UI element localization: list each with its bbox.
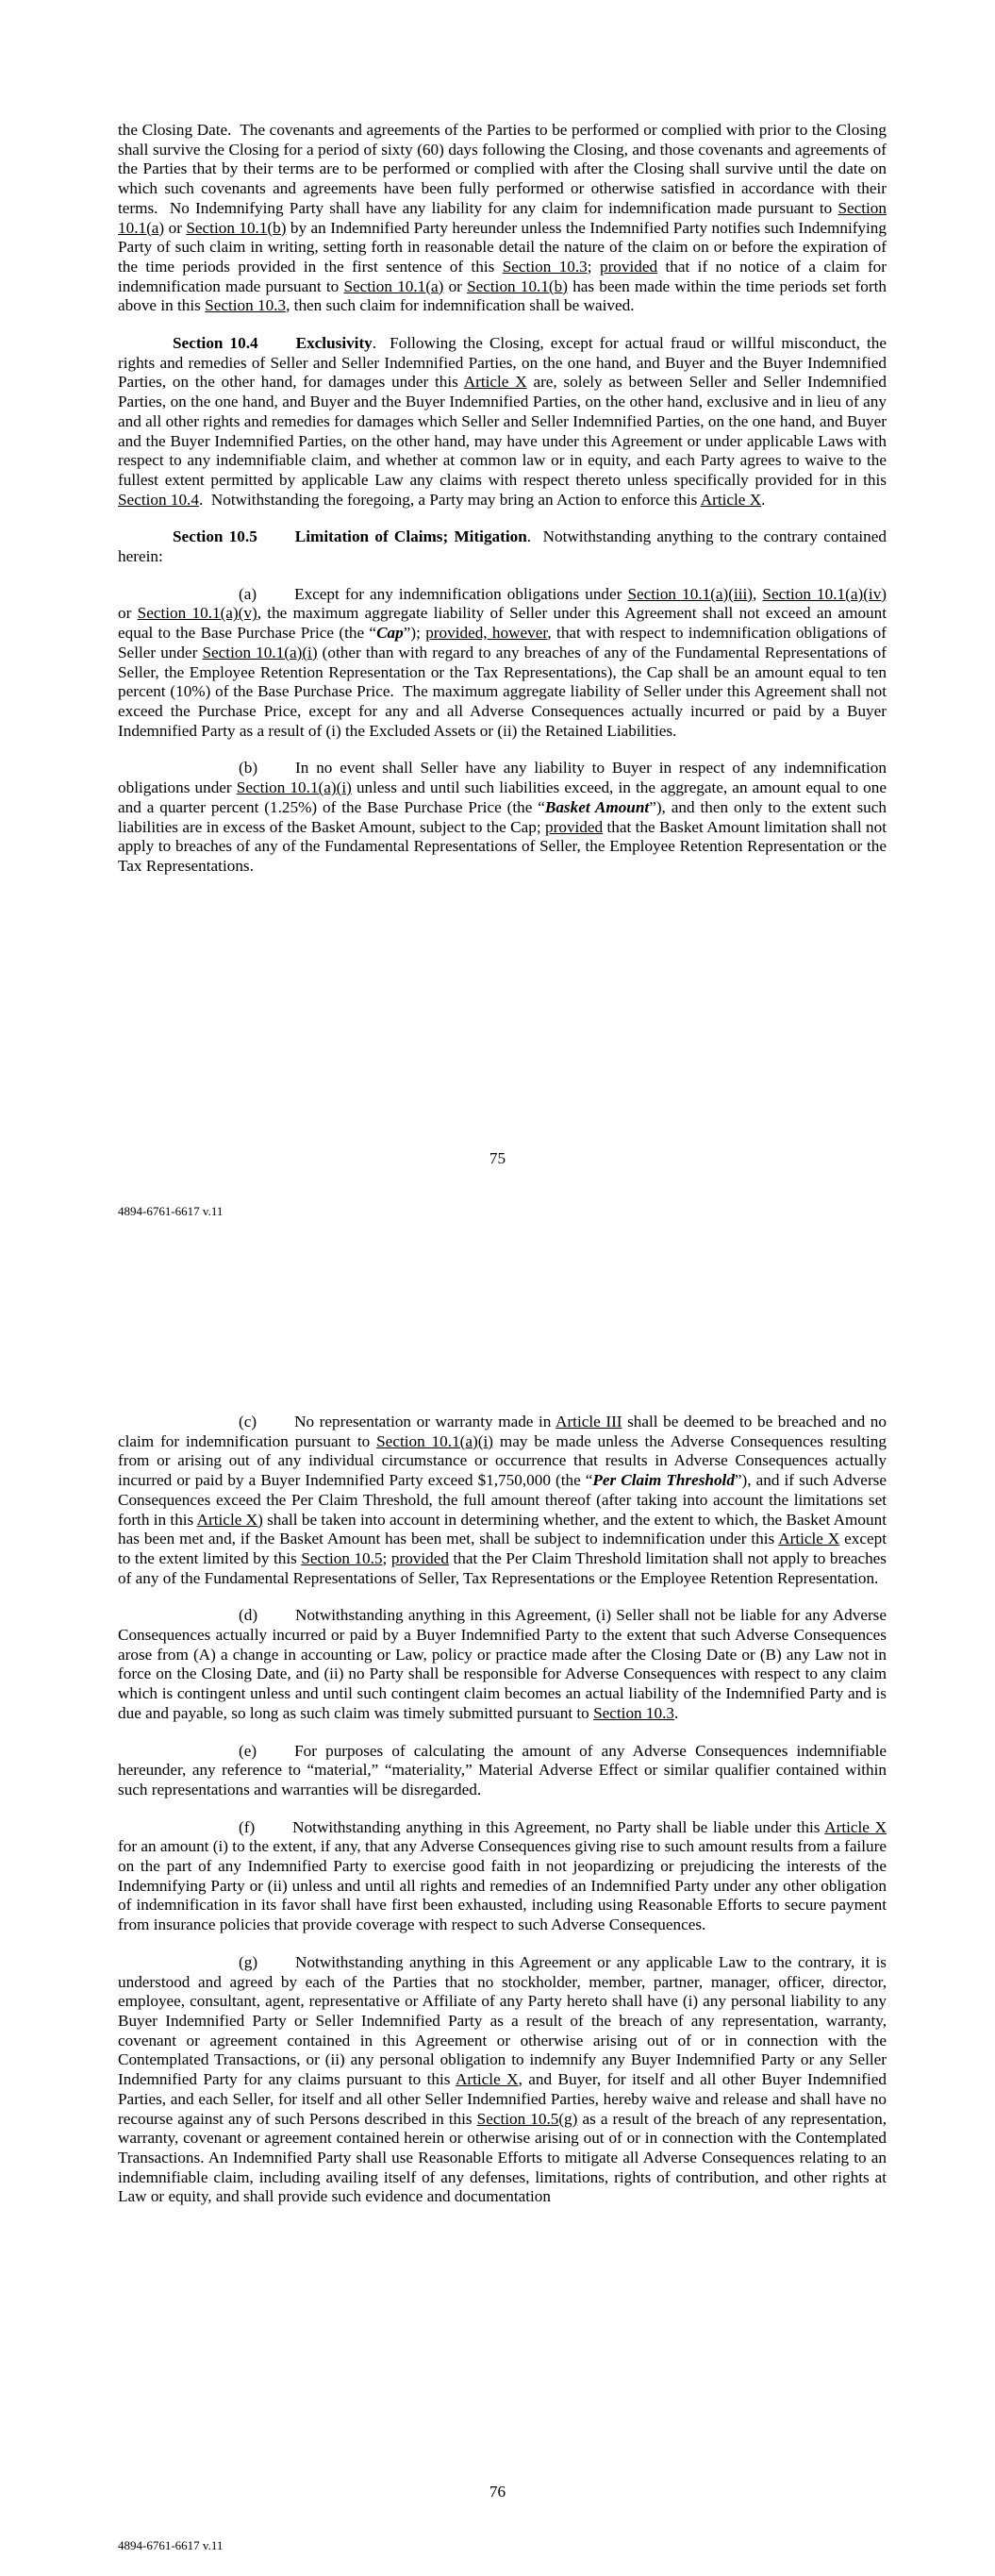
cross-reference: Article X — [463, 373, 527, 392]
cross-reference: Section 10.1(a) — [118, 198, 887, 237]
page-number: 76 — [489, 2483, 506, 2501]
cross-reference: Section 10.1(b) — [467, 276, 568, 295]
clause-g: (g) Notwithstanding anything in this Agreement or any applicable Law to the contrary, it is understood and agreed by each of the Parties that no stockholder, member, partner, manager, officer, director, employee, consultant, agent, representative or Affiliate of any Party hereto shall have (i) any personal liability to any Buyer Indemnified Party or Seller Indemnified Party as a result of the breach of any representation, warranty, covenant or agreement contained in this Agreement or otherwise arising out of or in connection with the Contemplated Transactions, or (ii) any personal obligation to indemnify any Buyer Indemnified Party or any Seller Indemnified Party for any claims pursuant to this Article X, and Buyer, for itself and all other Buyer Indemnified Parties, and each Seller, for itself and all other Seller Indemnified Parties, hereby waive and release and shall have no recourse against any of such Persons described in this Section 10.5(g) as a result of the breach of any representation, warranty, covenant or agreement contained herein or otherwise arising out of or in connection with the Contemplated Transactions. An Indemnified Party shall use Reasonable Efforts to mitigate all Adverse Consequences relating to an indemnifiable claim, including availing itself of any defenses, limitations, rights of contribution, and other rights at Law or equity, and shall provide such evidence and documentation — [118, 1952, 887, 2206]
section-title: Exclusivity — [295, 334, 373, 353]
cross-reference: Section 10.1(a)(v) — [137, 604, 257, 623]
section-title: Limitation of Claims; Mitigation — [294, 527, 527, 546]
defined-term: Cap — [376, 624, 404, 643]
section-10-4: Section 10.4 Exclusivity. Following the Closing, except for actual fraud or willful misconduct, the rights and remedies of Seller and Seller Indemnified Parties, on the one hand, and Buyer and the Buyer Indemnified Parties, on the other hand, for damages under this Article X are, solely as between Seller and Seller Indemnified Parties, on the one hand, and Buyer and the Buyer Indemnified Parties, on the other hand, exclusive and in lieu of any and all other rights and remedies for damages which Seller and Seller Indemnified Parties, on the one hand, and Buyer and the Buyer Indemnified Parties, on the other hand, may have under this Agreement or under applicable Laws with respect to any indemnifiable claim, and whether at common law or in equity, and each Party agrees to waive to the fullest extent permitted by applicable Law any claims with respect thereto unless specifically provided for in this Section 10.4. Notwithstanding the foregoing, a Party may bring an Action to enforce this Article X. — [118, 334, 887, 509]
cross-reference: Article X — [700, 490, 762, 509]
clause-f: (f) Notwithstanding anything in this Agreement, no Party shall be liable under this Article X for an amount (i) to the extent, if any, that any Adverse Consequences giving rise to such amount results from a failure on the part of any Indemnified Party to exercise good faith in not jeopardizing or prejudicing the interests of the Indemnifying Party or (ii) unless and until all rights and remedies of an Indemnified Party under any other obligation of indemnification in its favor shall have first been exhausted, including using Reasonable Efforts to secure payment from insurance policies that provide coverage with respect to such Adverse Consequences. — [118, 1817, 887, 1934]
cross-reference: Article III — [556, 1413, 622, 1430]
cross-reference: Article X — [778, 1530, 840, 1548]
clause-d: (d) Notwithstanding anything in this Agreement, (i) Seller shall not be liable for any Adverse Consequences actually incurred or paid by a Buyer Indemnified Party to the extent that such Adverse Consequences arose from (A) a change in accounting or Law, policy or practice made after the Closing Date or (B) any Law not in force on the Closing Date, and (ii) no Party shall be responsible for Adverse Consequences with respect to any claim which is contingent unless and until such contingent claim becomes an actual liability of the Indemnified Party and is due and payable, so long as such claim was timely submitted pursuant to Section 10.3. — [118, 1606, 887, 1722]
proviso-term: provided — [390, 1548, 449, 1567]
cross-reference: Article X) — [196, 1510, 263, 1529]
cross-reference: Section 10.3 — [205, 296, 287, 315]
page-number: 75 — [489, 1149, 506, 1167]
clause-c: (c) No representation or warranty made in Article III shall be deemed to be breached and no claim for indemnification pursuant to Section 10.1(a)(i) may be made unless the Adverse Consequences resulting from or arising out of any individual circumstance or occurrence that results in Adverse Consequences actually incurred or paid by a Buyer Indemnified Party exceed $1,750,000 (the “Per Claim Threshold”), and if such Adverse Consequences exceed the Per Claim Threshold, the full amount thereof (after taking into account the limitations set forth in this Article X) shall be taken into account in determining whether, and the extent to which, the Basket Amount has been met and, if the Basket Amount has been met, shall be subject to indemnification under this Article X except to the extent limited by this Section 10.5; provided that the Per Claim Threshold limitation shall not apply to breaches of any of the Fundamental Representations of Seller, Tax Representations or the Employee Retention Representation. — [118, 1413, 887, 1587]
page-body — [118, 1413, 887, 2225]
section-number: Section 10.5 — [173, 527, 257, 546]
cross-reference: Section 10.5 — [301, 1548, 383, 1567]
cross-reference: Section 10.3 — [502, 257, 588, 276]
cross-reference: Section 10.1(a)(i) — [376, 1431, 493, 1450]
section-10-5: Section 10.5 Limitation of Claims; Mitigation. Notwithstanding anything to the contrary contained herein: — [118, 527, 887, 566]
cross-reference: Section 10.1(a)(i) — [236, 778, 352, 797]
cross-reference: Section 10.1(a) — [343, 276, 444, 295]
page-body — [118, 121, 887, 895]
survival-paragraph: the Closing Date. The covenants and agreements of the Parties to be performed or complied with prior to the Closing shall survive the Closing for a period of sixty (60) days following the Closing, and those covenants and agreements of the Parties that by their terms are to be performed or complied with after the Closing shall survive until the date on which such covenants and agreements have been fully performed or otherwise satisfied in accordance with their terms. No Indemnifying Party shall have any liability for any claim for indemnification made pursuant to Section 10.1(a) or Section 10.1(b) by an Indemnified Party hereunder unless the Indemnified Party notifies such Indemnifying Party of such claim in writing, setting forth in reasonable detail the nature of the claim on or before the expiration of the time periods provided in the first sentence of this Section 10.3; provided that if no notice of a claim for indemnification made pursuant to Section 10.1(a) or Section 10.1(b) has been made within the time periods set forth above in this Section 10.3, then such claim for indemnification shall be waived. — [118, 121, 887, 315]
clause-a: (a) Except for any indemnification obligations under Section 10.1(a)(iii), Section 10.1(a)(iv) or Section 10.1(a)(v), the maximum aggregate liability of Seller under this Agreement shall not exceed an amount equal to the Base Purchase Price (the “Cap”); provided, however, that with respect to indemnification obligations of Seller under Section 10.1(a)(i) (other than with regard to any breaches of any of the Fundamental Representations of Seller, the Employee Retention Representation or the Tax Representations), the Cap shall be an amount equal to ten percent (10%) of the Base Purchase Price. The maximum aggregate liability of Seller under this Agreement shall not exceed the Purchase Price, except for any and all Adverse Consequences actually incurred or paid by a Buyer Indemnified Party as a result of (i) the Excluded Assets or (ii) the Retained Liabilities. — [118, 584, 887, 740]
document-id: 4894-6761-6617 v.11 — [118, 1204, 224, 1218]
cross-reference: Section 10.1(b) — [186, 218, 287, 237]
proviso-term: provided — [599, 257, 658, 276]
section-number: Section 10.4 — [173, 334, 258, 353]
cross-reference: Section 10.1(a)(iii) — [627, 584, 754, 603]
defined-term: Per Claim Threshold — [592, 1471, 735, 1490]
proviso-term: provided, however — [425, 624, 548, 643]
defined-term: Basket Amount — [544, 797, 650, 816]
clause-e: (e) For purposes of calculating the amount of any Adverse Consequences indemnifiable hereunder, any reference to “material,” “materiality,” Material Adverse Effect or similar qualifier contained within such representations and warranties will be disregarded. — [118, 1741, 887, 1798]
proviso-term: provided — [545, 817, 604, 836]
cross-reference: Section 10.4 — [118, 490, 199, 509]
clause-b: (b) In no event shall Seller have any liability to Buyer in respect of any indemnification obligations under Section 10.1(a)(i) unless and until such liabilities exceed, in the aggregate, an amount equal to one and a quarter percent (1.25%) of the Base Purchase Price (the “Basket Amount”), and then only to the extent such liabilities are in excess of the Basket Amount, subject to the Cap; provided that the Basket Amount limitation shall not apply to breaches of any of the Fundamental Representations of Seller, the Employee Retention Representation or the Tax Representations. — [118, 759, 887, 875]
cross-reference: Article X — [824, 1817, 887, 1836]
cross-reference: Article X — [455, 2070, 519, 2089]
cross-reference: Section 10.1(a)(iv) — [762, 584, 887, 603]
cross-reference: Section 10.3 — [593, 1703, 675, 1722]
document-id: 4894-6761-6617 v.11 — [118, 2538, 224, 2552]
cross-reference: Section 10.5(g) — [476, 2109, 578, 2128]
cross-reference: Section 10.1(a)(i) — [202, 643, 318, 661]
page-76 — [0, 1288, 995, 2576]
